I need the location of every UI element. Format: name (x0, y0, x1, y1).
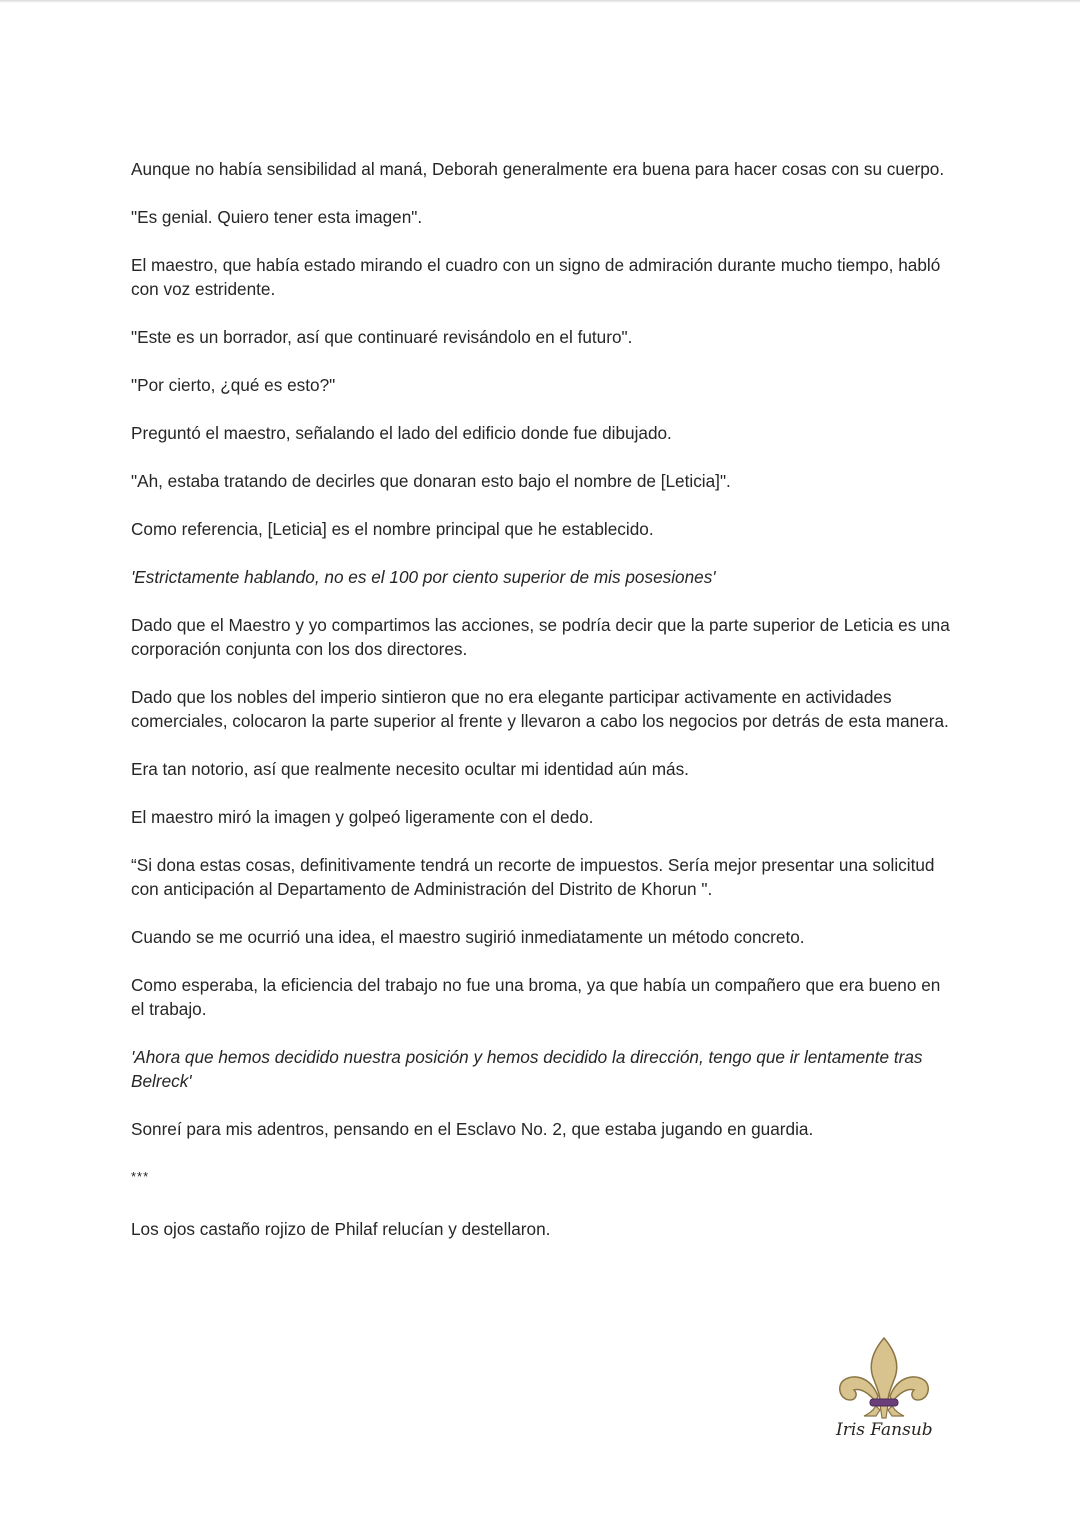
scene-separator: *** (131, 1169, 150, 1184)
paragraph: El maestro, que había estado mirando el cuadro con un signo de admiración durante mucho tiempo, habló con voz estridente. (131, 255, 941, 299)
page-top-edge (0, 0, 1080, 3)
paragraph: Cuando se me ocurrió una idea, el maestro sugirió inmediatamente un método concreto. (131, 927, 805, 947)
paragraph: Los ojos castaño rojizo de Philaf relucían y destellaron. (131, 1219, 551, 1239)
paragraph: "Por cierto, ¿qué es esto?" (131, 375, 336, 395)
paragraph: Aunque no había sensibilidad al maná, Deborah generalmente era buena para hacer cosas con su cuerpo. (131, 159, 945, 179)
fleur-de-lis-icon (836, 1336, 932, 1420)
italic-thought: 'Ahora que hemos decidido nuestra posición y hemos decidido la dirección, tengo que ir lentamente tras Belreck' (131, 1047, 923, 1091)
paragraph: El maestro miró la imagen y golpeó ligeramente con el dedo. (131, 807, 594, 827)
logo-text: Iris Fansub (836, 1420, 933, 1440)
paragraph: Preguntó el maestro, señalando el lado del edificio donde fue dibujado. (131, 423, 672, 443)
paragraph: "Este es un borrador, así que continuaré revisándolo en el futuro". (131, 327, 633, 347)
iris-fansub-logo (836, 1336, 932, 1446)
paragraph: “Si dona estas cosas, definitivamente tendrá un recorte de impuestos. Sería mejor presentar una solicitud con anticipación al Departamento de Administración del Distrito de Khorun ". (131, 855, 935, 899)
document-body (131, 157, 951, 1265)
paragraph: Dado que el Maestro y yo compartimos las acciones, se podría decir que la parte superior de Leticia es una corporación conjunta con los dos directores. (131, 615, 950, 659)
paragraph: "Ah, estaba tratando de decirles que donaran esto bajo el nombre de [Leticia]". (131, 471, 731, 491)
paragraph: Sonreí para mis adentros, pensando en el Esclavo No. 2, que estaba jugando en guardia. (131, 1119, 814, 1139)
paragraph: "Es genial. Quiero tener esta imagen". (131, 207, 423, 227)
paragraph: Dado que los nobles del imperio sintieron que no era elegante participar activamente en actividades comerciales, colocaron la parte superior al frente y llevaron a cabo los negocios por detrás de esta manera. (131, 687, 949, 731)
paragraph: Era tan notorio, así que realmente necesito ocultar mi identidad aún más. (131, 759, 689, 779)
italic-thought: 'Estrictamente hablando, no es el 100 por ciento superior de mis posesiones' (131, 567, 716, 587)
paragraph: Como referencia, [Leticia] es el nombre principal que he establecido. (131, 519, 654, 539)
paragraph: Como esperaba, la eficiencia del trabajo no fue una broma, ya que había un compañero que era bueno en el trabajo. (131, 975, 941, 1019)
